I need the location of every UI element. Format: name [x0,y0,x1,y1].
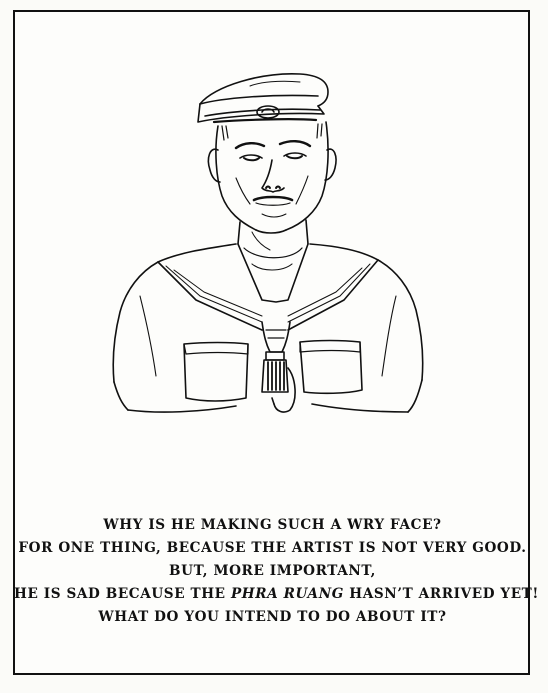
caption [14,514,539,629]
caption-line-4-suffix: HASN’T ARRIVED YET! [343,586,539,602]
caption-line-3: BUT, MORE IMPORTANT, [169,563,376,579]
sailor-cap [198,74,328,122]
neckerchief-tie [262,322,295,412]
caption-line-4 [14,583,539,606]
sailor-collar [158,244,378,330]
caption-line-4-prefix: HE IS SAD BECAUSE THE [14,586,231,602]
caption-line-5: WHAT DO YOU INTEND TO DO ABOUT IT? [98,609,447,625]
caption-line-2: FOR ONE THING, BECAUSE THE ARTIST IS NOT VERY GOOD. [18,540,527,556]
sailor-face [208,122,336,233]
caption-line-1: WHY IS HE MAKING SUCH A WRY FACE? [103,517,442,533]
ship-name: PHRA RUANG [230,586,344,602]
